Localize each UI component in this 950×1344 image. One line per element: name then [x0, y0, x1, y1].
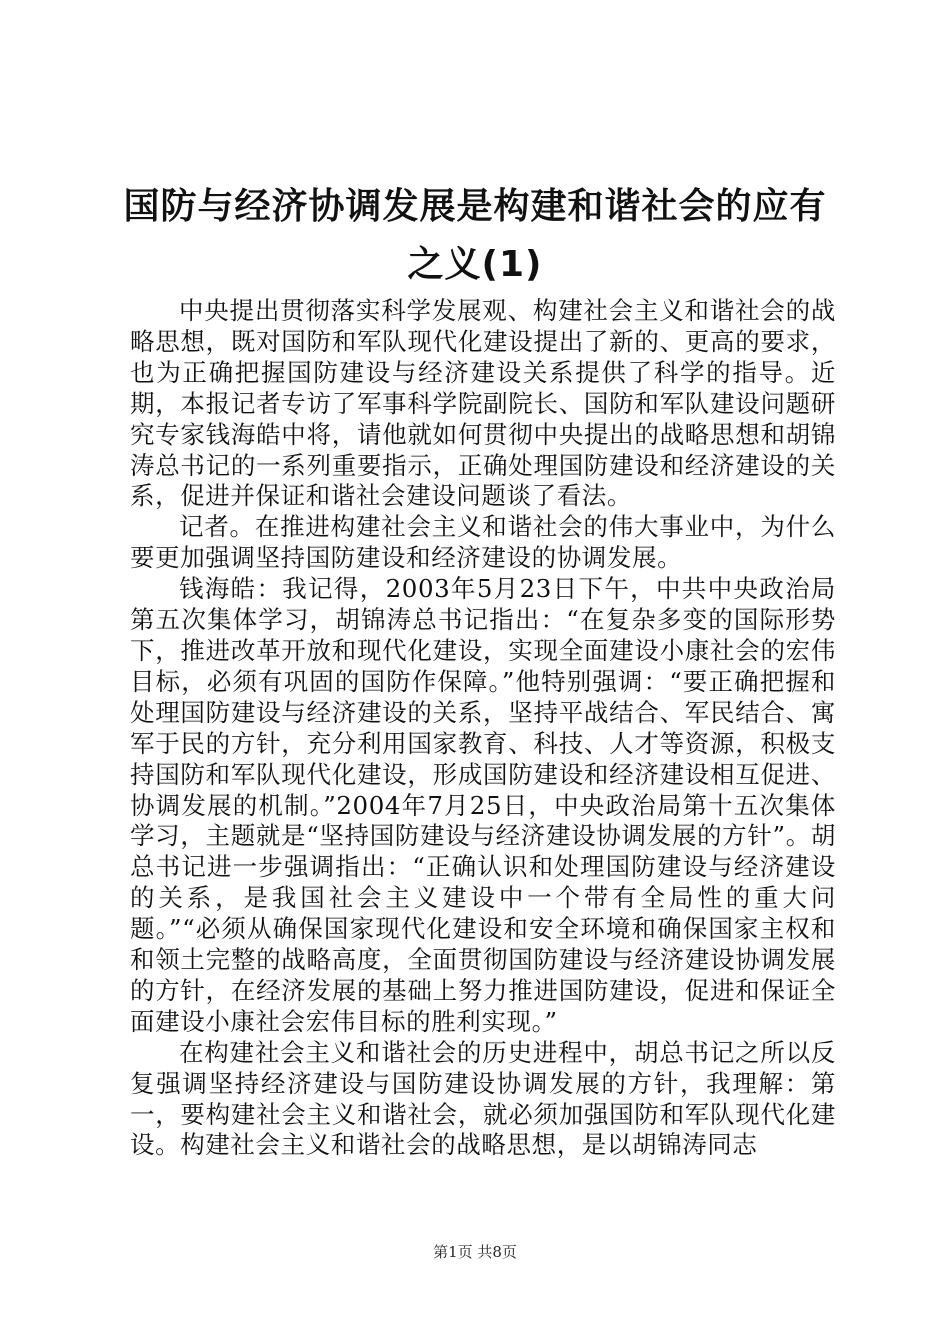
paragraph-intro: 中央提出贯彻落实科学发展观、构建社会主义和谐社会的战略思想，既对国防和军队现代化建设提出了新的、更高的要求，也为正确把握国防建设与经济建设关系提供了科学的指导。近期，本报记者专访了军事科学院副院长、国防和军队建设问题研究专家钱海皓中将，请他就如何贯彻中央提出的战略思想和胡锦涛总书记的一系列重要指示，正确处理国防建设和经济建设的关系，促进并保证和谐社会建设问题谈了看法。	[130, 296, 836, 511]
document-title: 国防与经济协调发展是构建和谐社会的应有之义(1)	[123, 186, 827, 285]
document-body	[130, 296, 836, 1161]
page-number-footer: 第1页 共8页	[433, 1243, 517, 1261]
paragraph-continuation: 在构建社会主义和谐社会的历史进程中，胡总书记之所以反复强调坚持经济建设与国防建设协调发展的方针，我理解：第一，要构建社会主义和谐社会，就必须加强国防和军队现代化建设。构建社会主义和谐社会的战略思想，是以胡锦涛同志	[130, 1037, 836, 1160]
paragraph-question: 记者。在推进构建社会主义和谐社会的伟大事业中，为什么要更加强调坚持国防建设和经济建设的协调发展。	[130, 512, 836, 573]
paragraph-answer: 钱海皓：我记得，2003年5月23日下午，中共中央政治局第五次集体学习，胡锦涛总书记指出：“在复杂多变的国际形势下，推进改革开放和现代化建设，实现全面建设小康社会的宏伟目标，必须有巩固的国防作保障。”他特别强调：“要正确把握和处理国防建设与经济建设的关系，坚持平战结合、军民结合、寓军于民的方针，充分利用国家教育、科技、人才等资源，积极支持国防和军队现代化建设，形成国防建设和经济建设相互促进、协调发展的机制。”2004年7月25日，中央政治局第十五次集体学习，主题就是“坚持国防建设与经济建设协调发展的方针”。胡总书记进一步强调指出：“正确认识和处理国防建设与经济建设的关系，是我国社会主义建设中一个带有全局性的重大问题。”“必须从确保国家现代化建设和安全环境和确保国家主权和和领土完整的战略高度，全面贯彻国防建设与经济建设协调发展的方针，在经济发展的基础上努力推进国防建设，促进和保证全面建设小康社会宏伟目标的胜利实现。”	[130, 574, 836, 1036]
